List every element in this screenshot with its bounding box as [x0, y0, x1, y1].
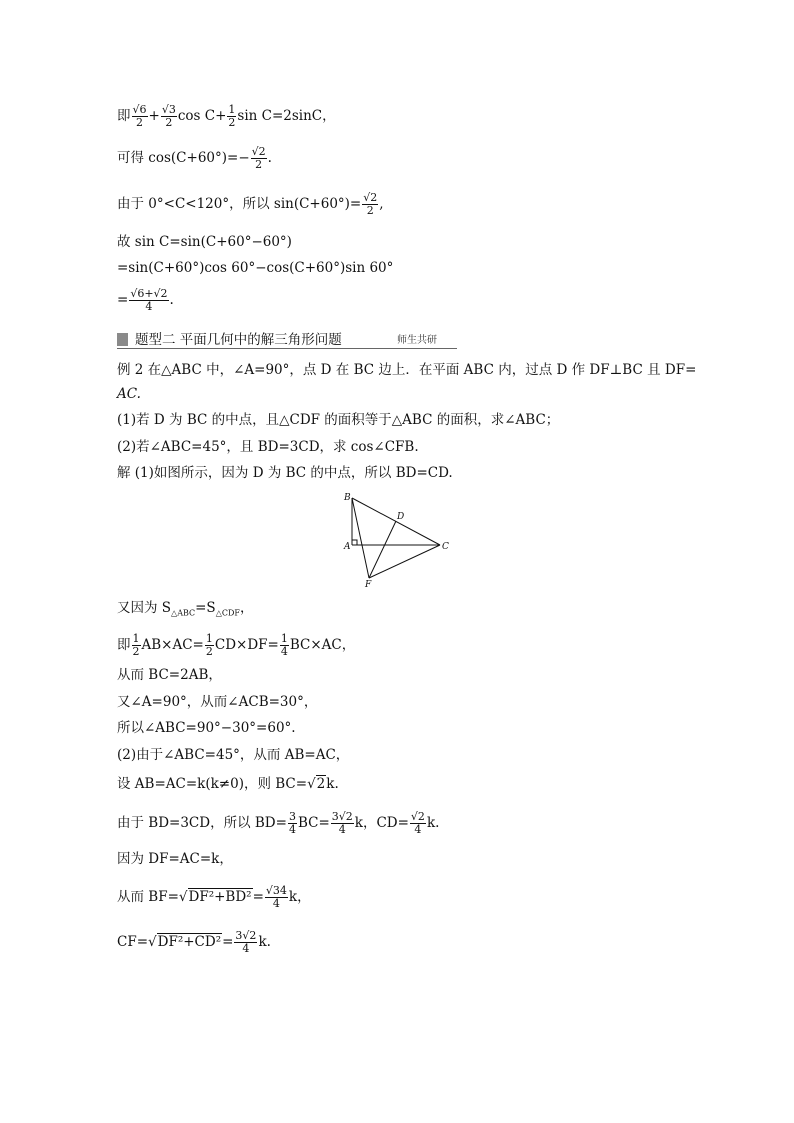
- denominator: 2: [165, 116, 173, 129]
- triangle-figure: [330, 488, 460, 588]
- numerator: 1: [228, 103, 236, 116]
- segment-bf: [352, 498, 369, 578]
- text: sin C=2sinC，: [237, 108, 336, 124]
- text: 可得 cos(C+60°)=−: [117, 150, 250, 166]
- denominator: 4: [338, 823, 346, 836]
- text: AB×AC=: [141, 637, 204, 653]
- text: 又因为 S: [117, 600, 172, 616]
- denominator: 2: [136, 116, 143, 129]
- numerator: √2: [410, 810, 425, 823]
- text: k，: [288, 889, 311, 905]
- numerator: √34: [265, 884, 287, 897]
- text: 即: [117, 637, 131, 653]
- label-a: A: [344, 542, 351, 552]
- label-f: F: [365, 580, 372, 588]
- label-b: B: [344, 493, 351, 503]
- text: k，CD=: [354, 815, 409, 831]
- text: 从而 BF=: [117, 889, 179, 905]
- fraction: [132, 633, 141, 658]
- fraction: [265, 885, 288, 910]
- denominator: 2: [205, 645, 213, 658]
- solution-line-7: (2)由于∠ABC=45°，从而 AB=AC，: [117, 747, 350, 763]
- right-angle-mark: [352, 540, 357, 545]
- subscript: △CDF: [215, 608, 240, 618]
- denominator: 2: [366, 204, 374, 217]
- numerator: √3: [161, 103, 176, 116]
- segment-df: [369, 521, 396, 578]
- denominator: 2: [228, 116, 236, 129]
- text: 设 AB=AC=k(k≠0)，则 BC=: [117, 776, 308, 792]
- text: =: [222, 934, 234, 950]
- text: .: [169, 292, 174, 308]
- fraction: [362, 192, 378, 217]
- label-c: C: [442, 542, 449, 552]
- numerator: √2: [363, 191, 378, 204]
- numerator: 1: [132, 632, 140, 645]
- numerator: 1: [205, 632, 213, 645]
- fraction: [331, 811, 354, 836]
- fraction: [161, 104, 177, 129]
- label-d: D: [397, 512, 405, 522]
- fraction: [132, 104, 148, 129]
- subscript: △ABC: [171, 608, 196, 618]
- numerator: √6: [132, 103, 147, 116]
- solution-line-10: 因为 DF=AC=k，: [117, 851, 233, 867]
- section-marker-icon: [117, 333, 128, 346]
- fraction: [280, 633, 289, 658]
- question-1: (1)若 D 为 BC 的中点，且△CDF 的面积等于△ABC 的面积，求∠ABC；: [117, 412, 560, 428]
- fraction: [410, 811, 426, 836]
- text: cos C+: [177, 108, 227, 124]
- question-2: (2)若∠ABC=45°，且 BD=3CD，求 cos∠CFB.: [117, 439, 419, 455]
- text: 由于 BD=3CD，所以 BD=: [117, 815, 287, 831]
- section-tag: 师生共研: [397, 335, 437, 346]
- text: k.: [326, 776, 339, 792]
- equation-line-5: =sin(C+60°)cos 60°−cos(C+60°)sin 60°: [117, 260, 394, 276]
- text: BC×AC，: [289, 637, 356, 653]
- fraction: [205, 633, 214, 658]
- text: 即: [117, 108, 131, 124]
- solution-line-2: [117, 599, 253, 623]
- example-line-1: 例 2 在△ABC 中，∠A=90°，点 D 在 BC 边上．在平面 ABC 内，过点 D 作 DF⊥BC 且 DF=: [117, 362, 697, 378]
- denominator: 4: [414, 823, 422, 836]
- segment-fc: [369, 545, 440, 578]
- fraction: [251, 146, 267, 171]
- fraction: [288, 811, 297, 836]
- fraction: [227, 104, 236, 129]
- section-banner: [117, 331, 457, 349]
- radicand: 2: [316, 776, 326, 792]
- numerator: 3√2: [331, 810, 353, 823]
- solution-line-3: [117, 633, 355, 658]
- denominator: 2: [132, 645, 140, 658]
- denominator: 2: [255, 158, 263, 171]
- numerator: 1: [280, 632, 288, 645]
- equation-line-2: [117, 146, 272, 171]
- radicand: DF²+CD²: [157, 934, 222, 950]
- example-line-2: AC.: [117, 386, 141, 402]
- text: k.: [426, 815, 440, 831]
- solution-line-4: 从而 BC=2AB，: [117, 667, 222, 683]
- equation-line-1: [117, 104, 336, 129]
- numerator: √2: [251, 145, 266, 158]
- equation-line-3: [117, 192, 384, 217]
- denominator: 4: [280, 645, 288, 658]
- denominator: 4: [272, 897, 280, 910]
- denominator: 4: [242, 942, 250, 955]
- text: .: [267, 150, 272, 166]
- fraction: [129, 288, 168, 313]
- section-rule: [117, 348, 457, 349]
- text: =: [117, 292, 129, 308]
- solution-line-6: 所以∠ABC=90°−30°=60°.: [117, 720, 296, 736]
- fraction: [234, 930, 257, 955]
- text: ，: [239, 600, 254, 616]
- equation-line-4: 故 sin C=sin(C+60°−60°): [117, 234, 292, 250]
- text: k.: [258, 934, 271, 950]
- text: =S: [195, 600, 216, 616]
- numerator: 3√2: [235, 929, 257, 942]
- text: CF=: [117, 934, 149, 950]
- numerator: √6+√2: [130, 287, 168, 300]
- text: 由于 0°<C<120°，所以 sin(C+60°)=: [117, 196, 362, 212]
- denominator: 4: [145, 300, 153, 313]
- denominator: 4: [288, 823, 296, 836]
- text: =: [252, 889, 264, 905]
- text: BC=: [297, 815, 330, 831]
- numerator: 3: [288, 810, 296, 823]
- radicand: DF²+BD²: [188, 889, 252, 905]
- section-title: 题型二 平面几何中的解三角形问题: [135, 332, 342, 348]
- solution-line-9: [117, 811, 439, 836]
- solution-line-12: CF=√DF²+CD²= $\frac{3√2}{4}$ k.: [117, 929, 271, 955]
- text: CD×DF=: [214, 637, 279, 653]
- text: ,: [379, 196, 384, 212]
- solution-line-11: 从而 BF=√DF²+BD²= $\frac{√34}{4}$ k，: [117, 884, 311, 910]
- solution-line-8: 设 AB=AC=k(k≠0)，则 BC=√2k.: [117, 776, 339, 792]
- solution-line-5: 又∠A=90°，从而∠ACB=30°，: [117, 694, 318, 710]
- equation-line-6: [117, 288, 174, 313]
- solution-line-1: 解 (1)如图所示，因为 D 为 BC 的中点，所以 BD=CD.: [117, 465, 453, 481]
- text: +: [148, 108, 160, 124]
